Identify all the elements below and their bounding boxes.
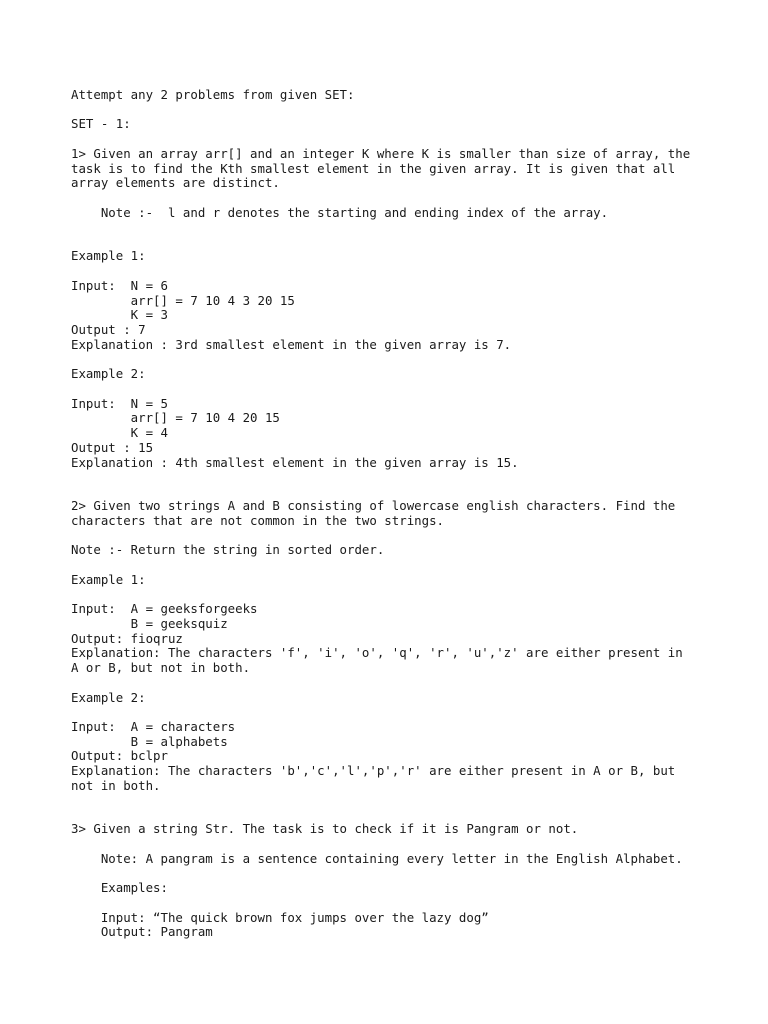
example-line: Input: A = geeksforgeeks	[71, 601, 258, 616]
problem-3-line: 3> Given a string Str. The task is to check if it is Pangram or not.	[71, 821, 579, 836]
example-line: Output : 7	[71, 322, 146, 337]
example-line: arr[] = 7 10 4 3 20 15	[71, 293, 295, 308]
set-heading: SET - 1:	[71, 116, 131, 131]
example-line: Explanation: The characters 'b','c','l','p','r' are either present in A or B, but	[71, 763, 676, 778]
example-line: Input: N = 6	[71, 278, 168, 293]
problem-2-line: characters that are not common in the two strings.	[71, 513, 444, 528]
example-line: Output: Pangram	[71, 924, 213, 939]
example-line: Input: A = characters	[71, 719, 236, 734]
example-line: Output : 15	[71, 440, 154, 455]
example-heading: Examples:	[71, 880, 168, 895]
example-line: B = alphabets	[71, 734, 228, 749]
example-line: arr[] = 7 10 4 20 15	[71, 410, 280, 425]
example-line: B = geeksquiz	[71, 616, 228, 631]
example-line: A or B, but not in both.	[71, 660, 251, 675]
problem-1-line: 1> Given an array arr[] and an integer K where K is smaller than size of array, the	[71, 146, 691, 161]
example-heading: Example 1:	[71, 248, 146, 263]
example-line: Explanation : 3rd smallest element in the given array is 7.	[71, 337, 512, 352]
example-line: Output: bclpr	[71, 748, 168, 763]
example-line: Input: “The quick brown fox jumps over the lazy dog”	[71, 910, 489, 925]
problem-1-line: array elements are distinct.	[71, 175, 280, 190]
example-line: K = 4	[71, 425, 168, 440]
problem-1-note: Note :- l and r denotes the starting and ending index of the array.	[71, 205, 609, 220]
example-heading: Example 1:	[71, 572, 146, 587]
problem-3-note: Note: A pangram is a sentence containing every letter in the English Alphabet.	[71, 851, 683, 866]
example-line: K = 3	[71, 307, 168, 322]
instruction-line: Attempt any 2 problems from given SET:	[71, 87, 355, 102]
example-line: Input: N = 5	[71, 396, 168, 411]
example-heading: Example 2:	[71, 690, 146, 705]
problem-2-note: Note :- Return the string in sorted order.	[71, 542, 385, 557]
example-line: Explanation: The characters 'f', 'i', 'o', 'q', 'r', 'u','z' are either present in	[71, 645, 683, 660]
example-line: not in both.	[71, 778, 161, 793]
problem-2-line: 2> Given two strings A and B consisting of lowercase english characters. Find the	[71, 498, 676, 513]
problem-1-line: task is to find the Kth smallest element in the given array. It is given that all	[71, 161, 676, 176]
example-line: Output: fioqruz	[71, 631, 183, 646]
example-line: Explanation : 4th smallest element in the given array is 15.	[71, 455, 519, 470]
example-heading: Example 2:	[71, 366, 146, 381]
